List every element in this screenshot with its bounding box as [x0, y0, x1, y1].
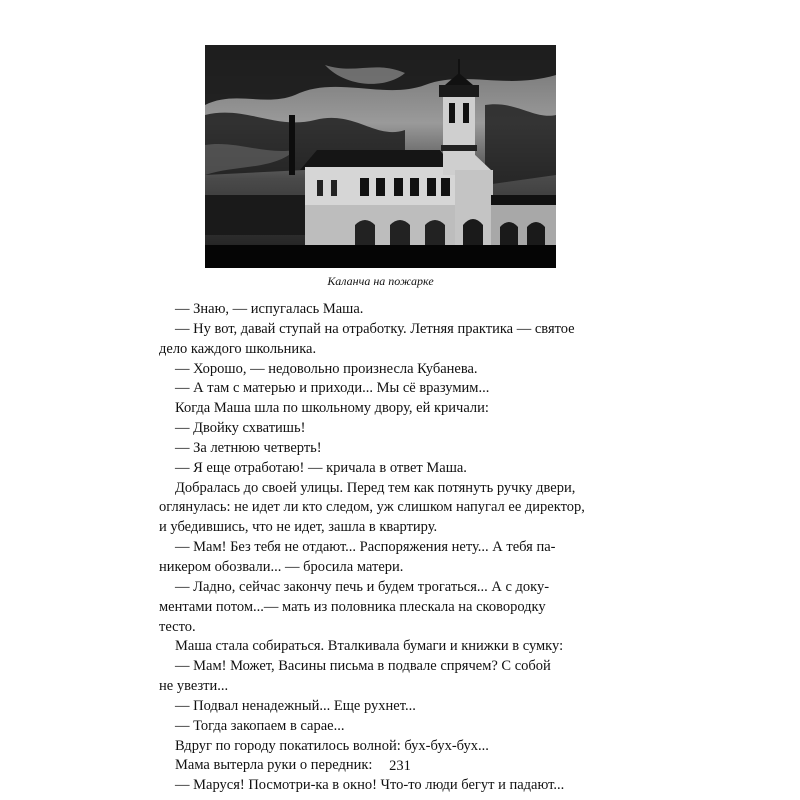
text-line: оглянулась: не идет ли кто следом, уж слишком напугал ее директор, — [159, 499, 585, 516]
text-line: Мама вытерла руки о передник: — [175, 757, 373, 774]
fire-station-photo-image — [205, 45, 556, 268]
photo-caption: Каланча на пожарке — [327, 274, 434, 288]
text-line: — Подвал ненадежный... Еще рухнет... — [175, 697, 416, 714]
text-line: — Ну вот, давай ступай на отработку. Летняя практика — святое — [175, 320, 575, 337]
text-line: Маша стала собираться. Вталкивала бумаги и книжки в сумку: — [175, 638, 564, 655]
text-line: Вдруг по городу покатилось волной: бух-бух-бух... — [175, 737, 489, 754]
text-line: — За летнюю четверть! — [175, 439, 322, 456]
text-line: — Знаю, — испугалась Маша. — [175, 301, 364, 317]
text-line: Добралась до своей улицы. Перед тем как потянуть ручку двери, — [175, 479, 576, 496]
text-line: дело каждого школьника. — [159, 340, 317, 357]
page-number: 231 — [389, 758, 411, 774]
text-line: Когда Маша шла по школьному двору, ей кричали: — [175, 400, 489, 417]
text-line: — Тогда закопаем в сарае... — [175, 717, 345, 734]
text-line: не увезти... — [159, 678, 229, 695]
text-line: — Мам! Может, Васины письма в подвале спрячем? С собой — [175, 658, 551, 675]
text-line: ментами потом...— мать из половника плескала на сковородку — [159, 598, 546, 615]
text-line: — Я еще отработаю! — кричала в ответ Маша. — [175, 459, 467, 476]
text-line: и убедившись, что не идет, зашла в квартиру. — [159, 519, 438, 536]
fire-station-photo — [205, 45, 556, 268]
text-line: — А там с матерью и приходи... Мы сё вразумим... — [175, 380, 490, 397]
text-line: — Хорошо, — недовольно произнесла Кубанева. — [175, 360, 478, 377]
text-line: тесто. — [159, 618, 196, 635]
text-line: — Мам! Без тебя не отдают... Распоряжения нету... А тебя па- — [175, 539, 556, 556]
text-line: — Ладно, сейчас закончу печь и будем трогаться... А с доку- — [175, 578, 550, 595]
text-line: — Двойку схватишь! — [175, 420, 306, 437]
text-line: никером обозвали... — бросила матери. — [159, 558, 404, 575]
text-line: — Маруся! Посмотри-ка в окно! Что-то люди бегут и падают... — [175, 777, 565, 794]
body-text — [159, 300, 599, 796]
